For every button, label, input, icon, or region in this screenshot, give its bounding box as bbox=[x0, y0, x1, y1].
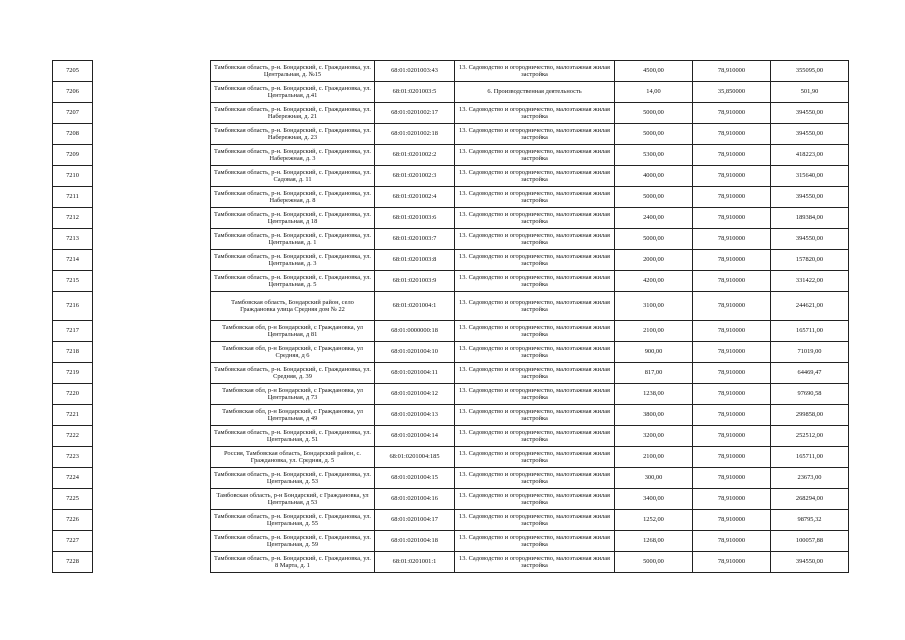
land-use-cell: 13. Садоводство и огородничество, малоэтажная жилая застройка bbox=[455, 61, 615, 82]
spacer-cell bbox=[93, 61, 211, 82]
cadastral-number-cell: 68:01:0000000:18 bbox=[375, 321, 455, 342]
specific-value-cell: 78,910000 bbox=[693, 510, 771, 531]
cadastral-number-cell: 68:01:0201004:11 bbox=[375, 363, 455, 384]
address-cell: Тамбовская область, р-н. Бондарский, с. Граждановка, ул. Центральная, д.41 bbox=[211, 82, 375, 103]
row-number: 7217 bbox=[53, 321, 93, 342]
table-body bbox=[53, 61, 849, 573]
table-row bbox=[53, 208, 849, 229]
cadastral-number-cell: 68:01:0201004:15 bbox=[375, 468, 455, 489]
cadastral-value-cell: 64469,47 bbox=[771, 363, 849, 384]
cadastral-number-cell: 68:01:0201002:4 bbox=[375, 187, 455, 208]
land-use-cell: 13. Садоводство и огородничество, малоэтажная жилая застройка bbox=[455, 384, 615, 405]
row-number: 7210 bbox=[53, 166, 93, 187]
land-use-cell: 13. Садоводство и огородничество, малоэтажная жилая застройка bbox=[455, 208, 615, 229]
row-number: 7226 bbox=[53, 510, 93, 531]
cadastral-number-cell: 68:01:0201003:5 bbox=[375, 82, 455, 103]
spacer-cell bbox=[93, 447, 211, 468]
area-cell: 5000,00 bbox=[615, 187, 693, 208]
cadastral-number-cell: 68:01:0201004:16 bbox=[375, 489, 455, 510]
spacer-cell bbox=[93, 292, 211, 321]
row-number: 7214 bbox=[53, 250, 93, 271]
address-cell: Тамбовская область, р-н. Бондарский, с. Граждановка, ул. Центральная, д. 53 bbox=[211, 468, 375, 489]
row-number: 7206 bbox=[53, 82, 93, 103]
cadastral-number-cell: 68:01:0201003:7 bbox=[375, 229, 455, 250]
row-number: 7211 bbox=[53, 187, 93, 208]
table-row bbox=[53, 250, 849, 271]
area-cell: 1268,00 bbox=[615, 531, 693, 552]
land-use-cell: 13. Садоводство и огородничество, малоэтажная жилая застройка bbox=[455, 447, 615, 468]
specific-value-cell: 78,910000 bbox=[693, 342, 771, 363]
cadastral-value-cell: 97690,58 bbox=[771, 384, 849, 405]
land-use-cell: 13. Садоводство и огородничество, малоэтажная жилая застройка bbox=[455, 292, 615, 321]
spacer-cell bbox=[93, 426, 211, 447]
area-cell: 2100,00 bbox=[615, 321, 693, 342]
spacer-cell bbox=[93, 208, 211, 229]
spacer-cell bbox=[93, 321, 211, 342]
spacer-cell bbox=[93, 363, 211, 384]
address-cell: Тамбовская область, р-н. Бондарский, с. Граждановка, ул. 8 Марта, д. 1 bbox=[211, 552, 375, 573]
area-cell: 5000,00 bbox=[615, 103, 693, 124]
area-cell: 1252,00 bbox=[615, 510, 693, 531]
specific-value-cell: 78,910000 bbox=[693, 103, 771, 124]
address-cell: Тамбовская обл, р-н Бондарский, с Граждановка, ул Центральная, д 49 bbox=[211, 405, 375, 426]
cadastral-value-cell: 331422,00 bbox=[771, 271, 849, 292]
specific-value-cell: 78,910000 bbox=[693, 187, 771, 208]
cadastral-number-cell: 68:01:0201002:2 bbox=[375, 145, 455, 166]
cadastral-number-cell: 68:01:0201004:18 bbox=[375, 531, 455, 552]
specific-value-cell: 78,910000 bbox=[693, 468, 771, 489]
spacer-cell bbox=[93, 250, 211, 271]
address-cell: Тамбовская область, р-н. Бондарский, с. Граждановка, ул. Садовая, д. 11 bbox=[211, 166, 375, 187]
cadastral-value-cell: 268294,00 bbox=[771, 489, 849, 510]
table-row bbox=[53, 342, 849, 363]
cadastral-value-cell: 394550,00 bbox=[771, 229, 849, 250]
address-cell: Тамбовская область, Бондарский район, село Граждановка улица Средняя дом № 22 bbox=[211, 292, 375, 321]
spacer-cell bbox=[93, 384, 211, 405]
area-cell: 5300,00 bbox=[615, 145, 693, 166]
table-row bbox=[53, 405, 849, 426]
land-use-cell: 6. Производственная деятельность bbox=[455, 82, 615, 103]
cadastral-number-cell: 68:01:0201002:17 bbox=[375, 103, 455, 124]
row-number: 7212 bbox=[53, 208, 93, 229]
cadastral-value-cell: 98795,32 bbox=[771, 510, 849, 531]
land-use-cell: 13. Садоводство и огородничество, малоэтажная жилая застройка bbox=[455, 229, 615, 250]
row-number: 7220 bbox=[53, 384, 93, 405]
row-number: 7208 bbox=[53, 124, 93, 145]
address-cell: Россия, Тамбовская область, Бондарский район, с. Граждановка, ул. Средняя, д. 5 bbox=[211, 447, 375, 468]
address-cell: Тамбовская область, р-н. Бондарский, с. Граждановка, ул. Набережная, д. 8 bbox=[211, 187, 375, 208]
table-row bbox=[53, 229, 849, 250]
area-cell: 5000,00 bbox=[615, 552, 693, 573]
land-use-cell: 13. Садоводство и огородничество, малоэтажная жилая застройка bbox=[455, 405, 615, 426]
row-number: 7215 bbox=[53, 271, 93, 292]
specific-value-cell: 78,910000 bbox=[693, 447, 771, 468]
table-row bbox=[53, 468, 849, 489]
cadastral-number-cell: 68:01:0201004:1 bbox=[375, 292, 455, 321]
cadastral-number-cell: 68:01:0201002:18 bbox=[375, 124, 455, 145]
cadastral-value-cell: 252512,00 bbox=[771, 426, 849, 447]
land-use-cell: 13. Садоводство и огородничество, малоэтажная жилая застройка bbox=[455, 531, 615, 552]
specific-value-cell: 78,910000 bbox=[693, 321, 771, 342]
cadastral-value-cell: 355095,00 bbox=[771, 61, 849, 82]
land-use-cell: 13. Садоводство и огородничество, малоэтажная жилая застройка bbox=[455, 145, 615, 166]
cadastral-value-cell: 189384,00 bbox=[771, 208, 849, 229]
area-cell: 4200,00 bbox=[615, 271, 693, 292]
table-row bbox=[53, 61, 849, 82]
area-cell: 1238,00 bbox=[615, 384, 693, 405]
spacer-cell bbox=[93, 103, 211, 124]
land-use-cell: 13. Садоводство и огородничество, малоэтажная жилая застройка bbox=[455, 363, 615, 384]
address-cell: Тамбовская обл, р-н Бондарский, с Граждановка, ул Центральная, д 73 bbox=[211, 384, 375, 405]
specific-value-cell: 78,910000 bbox=[693, 384, 771, 405]
table-row bbox=[53, 510, 849, 531]
row-number: 7222 bbox=[53, 426, 93, 447]
cadastral-number-cell: 68:01:0201004:13 bbox=[375, 405, 455, 426]
row-number: 7207 bbox=[53, 103, 93, 124]
cadastral-value-cell: 315640,00 bbox=[771, 166, 849, 187]
cadastral-value-cell: 165711,00 bbox=[771, 447, 849, 468]
spacer-cell bbox=[93, 510, 211, 531]
table-row bbox=[53, 531, 849, 552]
area-cell: 3100,00 bbox=[615, 292, 693, 321]
cadastral-number-cell: 68:01:0201004:185 bbox=[375, 447, 455, 468]
cadastral-value-cell: 394550,00 bbox=[771, 103, 849, 124]
area-cell: 2000,00 bbox=[615, 250, 693, 271]
cadastral-number-cell: 68:01:0201001:1 bbox=[375, 552, 455, 573]
spacer-cell bbox=[93, 552, 211, 573]
cadastral-value-cell: 165711,00 bbox=[771, 321, 849, 342]
cadastral-value-table bbox=[52, 60, 849, 573]
area-cell: 300,00 bbox=[615, 468, 693, 489]
land-use-cell: 13. Садоводство и огородничество, малоэтажная жилая застройка bbox=[455, 510, 615, 531]
address-cell: Тамбовская область, р-н. Бондарский, с. Граждановка, ул. Центральная, д. 51 bbox=[211, 426, 375, 447]
area-cell: 3800,00 bbox=[615, 405, 693, 426]
specific-value-cell: 78,910000 bbox=[693, 124, 771, 145]
cadastral-number-cell: 68:01:0201004:17 bbox=[375, 510, 455, 531]
land-use-cell: 13. Садоводство и огородничество, малоэтажная жилая застройка bbox=[455, 250, 615, 271]
specific-value-cell: 78,910000 bbox=[693, 552, 771, 573]
cadastral-value-cell: 418223,00 bbox=[771, 145, 849, 166]
table-row bbox=[53, 426, 849, 447]
spacer-cell bbox=[93, 145, 211, 166]
land-use-cell: 13. Садоводство и огородничество, малоэтажная жилая застройка bbox=[455, 468, 615, 489]
cadastral-value-cell: 394550,00 bbox=[771, 124, 849, 145]
table-row bbox=[53, 124, 849, 145]
address-cell: Тамбовская область, р-н. Бондарский, с. Граждановка, ул. Центральная, д. №15 bbox=[211, 61, 375, 82]
spacer-cell bbox=[93, 124, 211, 145]
specific-value-cell: 78,910000 bbox=[693, 208, 771, 229]
address-cell: Тамбовская область, р-н. Бондарский, с. Граждановка, ул. Центральная, д. 3 bbox=[211, 250, 375, 271]
spacer-cell bbox=[93, 271, 211, 292]
table-row bbox=[53, 384, 849, 405]
row-number: 7221 bbox=[53, 405, 93, 426]
cadastral-number-cell: 68:01:0201003:9 bbox=[375, 271, 455, 292]
table-row bbox=[53, 166, 849, 187]
land-use-cell: 13. Садоводство и огородничество, малоэтажная жилая застройка bbox=[455, 489, 615, 510]
spacer-cell bbox=[93, 531, 211, 552]
row-number: 7213 bbox=[53, 229, 93, 250]
address-cell: Тамбовская область, р-н. Бондарский, с. Граждановка, ул. Средняя, д. 39 bbox=[211, 363, 375, 384]
row-number: 7218 bbox=[53, 342, 93, 363]
spacer-cell bbox=[93, 489, 211, 510]
cadastral-value-cell: 71019,00 bbox=[771, 342, 849, 363]
specific-value-cell: 78,910000 bbox=[693, 292, 771, 321]
area-cell: 900,00 bbox=[615, 342, 693, 363]
area-cell: 14,00 bbox=[615, 82, 693, 103]
specific-value-cell: 78,910000 bbox=[693, 426, 771, 447]
spacer-cell bbox=[93, 468, 211, 489]
land-use-cell: 13. Садоводство и огородничество, малоэтажная жилая застройка bbox=[455, 271, 615, 292]
address-cell: Тамбовская обл, р-н Бондарский, с Граждановка, ул Средняя, д 6 bbox=[211, 342, 375, 363]
table-row bbox=[53, 552, 849, 573]
land-use-cell: 13. Садоводство и огородничество, малоэтажная жилая застройка bbox=[455, 426, 615, 447]
address-cell: Тамбовская область, р-н. Бондарский, с. Граждановка, ул. Набережная, д. 21 bbox=[211, 103, 375, 124]
cadastral-value-cell: 23673,00 bbox=[771, 468, 849, 489]
table-row bbox=[53, 489, 849, 510]
spacer-cell bbox=[93, 229, 211, 250]
area-cell: 4000,00 bbox=[615, 166, 693, 187]
row-number: 7205 bbox=[53, 61, 93, 82]
cadastral-number-cell: 68:01:0201004:14 bbox=[375, 426, 455, 447]
area-cell: 2100,00 bbox=[615, 447, 693, 468]
specific-value-cell: 78,910000 bbox=[693, 531, 771, 552]
land-use-cell: 13. Садоводство и огородничество, малоэтажная жилая застройка bbox=[455, 187, 615, 208]
row-number: 7216 bbox=[53, 292, 93, 321]
address-cell: Тамбовская область, р-н. Бондарский, с. Граждановка, ул. Центральная, д. 55 bbox=[211, 510, 375, 531]
address-cell: Тамбовская область, р-н. Бондарский, с. Граждановка, ул. Центральная, д. 59 bbox=[211, 531, 375, 552]
area-cell: 3400,00 bbox=[615, 489, 693, 510]
land-use-cell: 13. Садоводство и огородничество, малоэтажная жилая застройка bbox=[455, 321, 615, 342]
address-cell: Тамбовская область, р-н. Бондарский, с. Граждановка, ул. Центральная, д. 1 bbox=[211, 229, 375, 250]
spacer-cell bbox=[93, 187, 211, 208]
row-number: 7223 bbox=[53, 447, 93, 468]
spacer-cell bbox=[93, 342, 211, 363]
address-cell: Тамбовская область, р-н. Бондарский, с. Граждановка, ул. Центральная, д. 5 bbox=[211, 271, 375, 292]
area-cell: 5000,00 bbox=[615, 124, 693, 145]
row-number: 7227 bbox=[53, 531, 93, 552]
specific-value-cell: 78,910000 bbox=[693, 229, 771, 250]
specific-value-cell: 78,910000 bbox=[693, 166, 771, 187]
cadastral-number-cell: 68:01:0201003:43 bbox=[375, 61, 455, 82]
row-number: 7224 bbox=[53, 468, 93, 489]
spacer-cell bbox=[93, 405, 211, 426]
table-row bbox=[53, 447, 849, 468]
table-row bbox=[53, 363, 849, 384]
land-use-cell: 13. Садоводство и огородничество, малоэтажная жилая застройка bbox=[455, 166, 615, 187]
specific-value-cell: 78,910000 bbox=[693, 363, 771, 384]
area-cell: 3200,00 bbox=[615, 426, 693, 447]
address-cell: Тамбовская область, р-н. Бондарский, с. Граждановка, ул. Центральная, д 18 bbox=[211, 208, 375, 229]
cadastral-number-cell: 68:01:0201002:3 bbox=[375, 166, 455, 187]
table-row bbox=[53, 82, 849, 103]
row-number: 7209 bbox=[53, 145, 93, 166]
row-number: 7225 bbox=[53, 489, 93, 510]
cadastral-number-cell: 68:01:0201003:6 bbox=[375, 208, 455, 229]
cadastral-value-cell: 157820,00 bbox=[771, 250, 849, 271]
table-row bbox=[53, 187, 849, 208]
table-row bbox=[53, 271, 849, 292]
table-row bbox=[53, 145, 849, 166]
address-cell: Тамбовская область, р-н. Бондарский, с. Граждановка, ул. Набережная, д. 23 bbox=[211, 124, 375, 145]
land-use-cell: 13. Садоводство и огородничество, малоэтажная жилая застройка bbox=[455, 552, 615, 573]
table-row bbox=[53, 103, 849, 124]
land-use-cell: 13. Садоводство и огородничество, малоэтажная жилая застройка bbox=[455, 103, 615, 124]
area-cell: 5000,00 bbox=[615, 229, 693, 250]
table-row bbox=[53, 321, 849, 342]
cadastral-number-cell: 68:01:0201004:10 bbox=[375, 342, 455, 363]
row-number: 7228 bbox=[53, 552, 93, 573]
specific-value-cell: 78,910000 bbox=[693, 271, 771, 292]
cadastral-number-cell: 68:01:0201003:8 bbox=[375, 250, 455, 271]
specific-value-cell: 78,910000 bbox=[693, 250, 771, 271]
row-number: 7219 bbox=[53, 363, 93, 384]
specific-value-cell: 35,850000 bbox=[693, 82, 771, 103]
address-cell: Тамбовская обл, р-н Бондарский, с Граждановка, ул Центральная, д 81 bbox=[211, 321, 375, 342]
cadastral-value-cell: 501,90 bbox=[771, 82, 849, 103]
cadastral-number-cell: 68:01:0201004:12 bbox=[375, 384, 455, 405]
area-cell: 4500,00 bbox=[615, 61, 693, 82]
land-use-cell: 13. Садоводство и огородничество, малоэтажная жилая застройка bbox=[455, 342, 615, 363]
cadastral-value-cell: 244621,00 bbox=[771, 292, 849, 321]
address-cell: Тамбовская область, р-н Бондарский, с Граждановка, ул Центральная, д 53 bbox=[211, 489, 375, 510]
cadastral-value-cell: 394550,00 bbox=[771, 187, 849, 208]
specific-value-cell: 78,910000 bbox=[693, 61, 771, 82]
spacer-cell bbox=[93, 166, 211, 187]
cadastral-value-cell: 394550,00 bbox=[771, 552, 849, 573]
specific-value-cell: 78,910000 bbox=[693, 405, 771, 426]
spacer-cell bbox=[93, 82, 211, 103]
specific-value-cell: 78,910000 bbox=[693, 145, 771, 166]
address-cell: Тамбовская область, р-н. Бондарский, с. Граждановка, ул. Набережная, д. 3 bbox=[211, 145, 375, 166]
area-cell: 2400,00 bbox=[615, 208, 693, 229]
area-cell: 817,00 bbox=[615, 363, 693, 384]
table-row bbox=[53, 292, 849, 321]
land-use-cell: 13. Садоводство и огородничество, малоэтажная жилая застройка bbox=[455, 124, 615, 145]
specific-value-cell: 78,910000 bbox=[693, 489, 771, 510]
cadastral-value-cell: 299858,00 bbox=[771, 405, 849, 426]
cadastral-value-cell: 100057,88 bbox=[771, 531, 849, 552]
